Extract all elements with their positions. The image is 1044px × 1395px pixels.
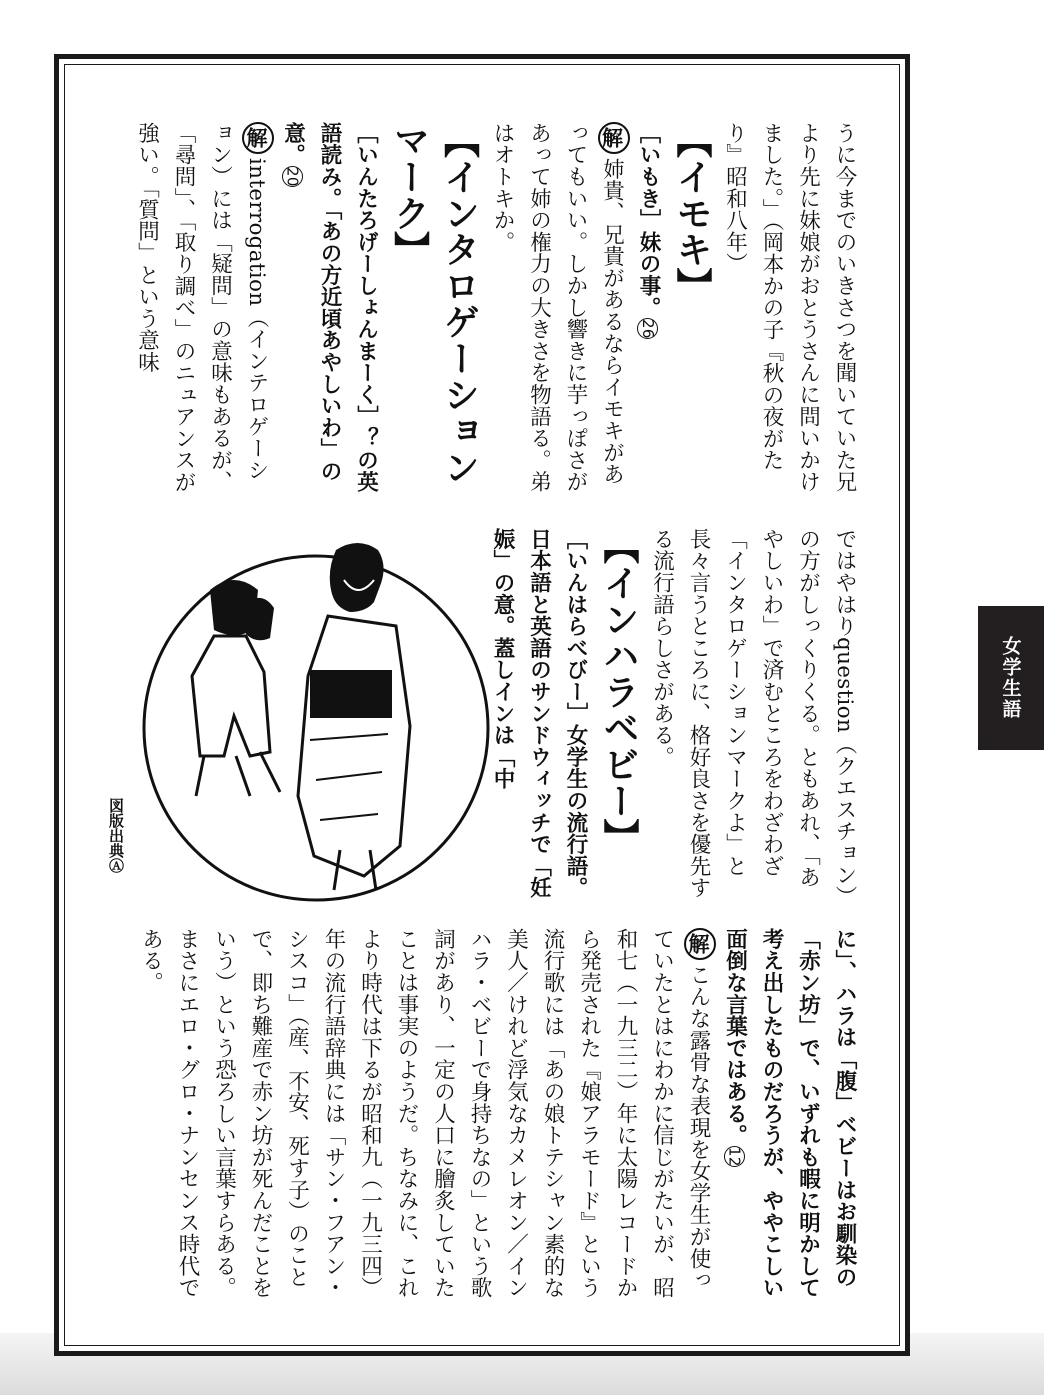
entry-heading-interrogation: 【インタロゲーションマーク】 <box>388 122 480 485</box>
top-text-section <box>128 122 862 494</box>
bottom-text-section <box>138 928 862 1306</box>
figure-credit: 図版出典Ⓐ <box>107 798 125 873</box>
reference-number: 12 <box>725 1147 744 1167</box>
kimono-women-illustration <box>140 520 492 912</box>
entry-heading-inhara-baby: 【インハラベビー】 <box>598 528 639 855</box>
entry-definition-inhara-baby: 女学生の流行語。日本語と英語のサンドウィッチで「妊娠」の意。蓋しインは「中 <box>490 528 588 899</box>
middle-text-section <box>482 528 862 900</box>
explanation-mark-icon: 解 <box>598 122 630 154</box>
entry-explanation-interrogation: interrogation（インテロゲーション）には「疑問」の意味もあるが、「尋問」、「取り調べ」のニュアンスが強い。「質問」という意味 <box>134 122 269 493</box>
continuation-paragraph: に」、ハラは「腹」ベビーはお馴染の「赤ン坊」で、いずれも暇に明かして考え出したものだろうが、ややこしい面倒な言葉ではある。 <box>722 928 857 1299</box>
section-tab-label: 女学生語 <box>999 636 1022 720</box>
entry-heading-imoki: 【イモキ】 <box>671 122 712 304</box>
explanation-mark-icon: 解 <box>242 122 274 154</box>
entry-definition-interrogation: ？の英語読み。「あの方近頃あやしいわ」の意。 <box>280 122 379 493</box>
reference-number: 26 <box>639 319 657 339</box>
continuation-paragraph: うに今までのいきさつを聞いていた兄より先に妹娘がおとうさんに問いかけました。」（岡本かの子『秋の夜がたり』昭和八年） <box>722 122 857 493</box>
continuation-paragraph: ではやはりquestion（クエスチョン）の方がしっくりくる。ともあれ、「あやしいわ」で済むところをわざわざ「インタロゲーションマークよ」と長々言うところに、格好良さを優先する流行語らしさがある。 <box>649 528 857 899</box>
entry-explanation-inhara-baby: こんな露骨な表現を女学生が使っていたとはにわかに信じがたいが、昭和七（一九三二）年に太陽レコードから発売された『娘アラモード』という流行歌には「あの娘トテシャン素的な美人／けれど浮気なカメレオン／インハラ・ベビーで身持ちなの」という歌詞があり、一定の人口に膾炙していたことは事実のようだ。ちなみに、これより時代は下るが昭和九（一九三四）年の流行語辞典には「サン・フアン・シスコ」（産、不安、死す子）のことで、即ち難産で赤ン坊が死んだことをいう）という恐ろしい言葉すらある。まさにエロ・グロ・ナンセンス時代である。 <box>138 928 711 1299</box>
entry-definition-imoki: 妹の事。 <box>636 231 661 319</box>
section-tab[interactable] <box>978 606 1044 750</box>
entry-explanation-imoki: 姉貴、兄貴があるならイモキがあってもいい。しかし響きに芋っぽさがあって姉の権力の大きさを物語る。弟はオトキか。 <box>490 122 625 493</box>
entry-reading-imoki: ［いもき］ <box>636 122 661 231</box>
reference-number: 20 <box>283 166 302 187</box>
entry-reading-inhara-baby: ［いんはらべびー］ <box>563 528 588 725</box>
explanation-mark-icon: 解 <box>684 928 716 960</box>
entry-reading-interrogation: ［いんたろげーしょんまーく］ <box>353 122 379 428</box>
